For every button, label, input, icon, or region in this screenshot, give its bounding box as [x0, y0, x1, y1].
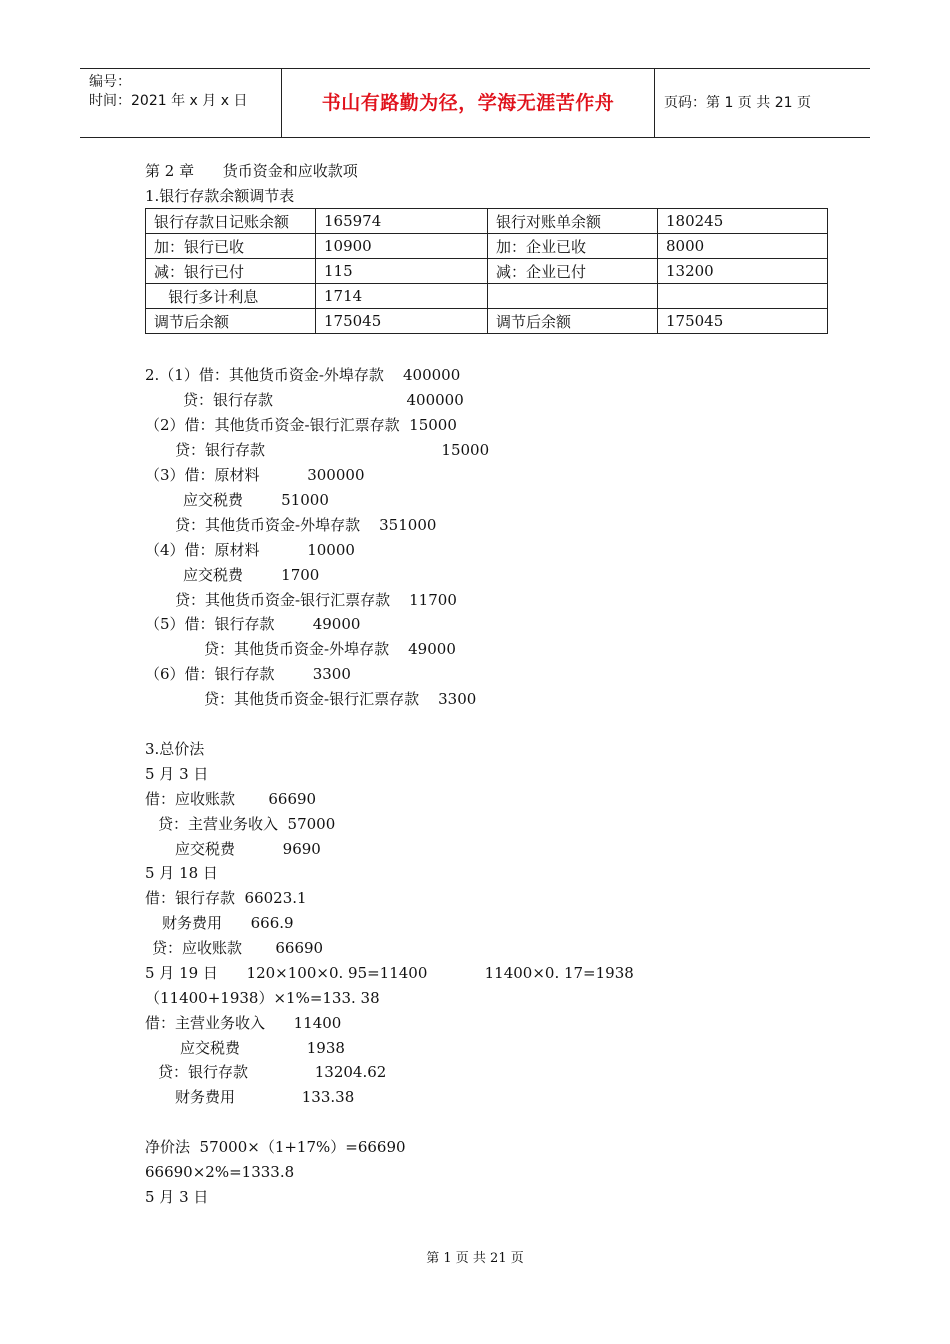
journal-line: 应交税费 9690	[175, 840, 321, 858]
journal-line: 贷：应收账款 66690	[152, 939, 324, 957]
journal-line: 2.（1）借：其他货币资金-外埠存款 400000	[145, 366, 461, 384]
journal-line: 贷：其他货币资金-银行汇票存款 11700	[175, 591, 457, 609]
journal-line: 贷：银行存款 15000	[175, 441, 490, 459]
table-cell: 8000	[658, 234, 828, 259]
section-title: 1.银行存款余额调节表	[145, 187, 295, 205]
journal-line: 借：主营业务收入 11400	[145, 1014, 342, 1032]
table-cell	[658, 284, 828, 309]
table-cell: 115	[316, 259, 488, 284]
journal-line: （2）借：其他货币资金-银行汇票存款 15000	[145, 416, 457, 434]
table-cell: 165974	[316, 209, 488, 234]
journal-line: 借：银行存款 66023.1	[145, 889, 307, 907]
calculation-line: 5 月 19 日 120×100×0. 95=11400 11400×0. 17=1938	[145, 964, 634, 982]
journal-line: （5）借：银行存款 49000	[145, 615, 361, 633]
table-cell: 180245	[658, 209, 828, 234]
section-title: 3.总价法	[145, 740, 205, 758]
journal-line: 借：应收账款 66690	[145, 790, 317, 808]
header-motto: 书山有路勤为径，学海无涯苦作舟	[321, 92, 615, 114]
table-row	[146, 259, 828, 284]
page-header	[80, 68, 870, 138]
journal-line: 贷：其他货币资金-外埠存款 351000	[175, 516, 437, 534]
table-cell: 调节后余额	[488, 309, 658, 334]
calculation-line: （11400+1938）×1%=133. 38	[145, 989, 380, 1007]
journal-line: 应交税费 1700	[183, 566, 320, 584]
table-cell: 加：企业已收	[488, 234, 658, 259]
table-cell: 13200	[658, 259, 828, 284]
table-cell: 减：银行已付	[146, 259, 316, 284]
table-cell: 175045	[316, 309, 488, 334]
table-cell: 1714	[316, 284, 488, 309]
table-cell: 银行多计利息	[146, 284, 316, 309]
journal-date: 5 月 3 日	[145, 1188, 209, 1206]
table-cell: 175045	[658, 309, 828, 334]
journal-line: 贷：其他货币资金-银行汇票存款 3300	[204, 690, 477, 708]
calculation-line: 66690×2%=1333.8	[145, 1163, 295, 1181]
table-row	[146, 284, 828, 309]
table-cell: 银行存款日记账余额	[146, 209, 316, 234]
table-cell: 银行对账单余额	[488, 209, 658, 234]
journal-line: 贷：主营业务收入 57000	[158, 815, 336, 833]
table-row	[146, 309, 828, 334]
journal-date: 5 月 18 日	[145, 864, 218, 882]
journal-line: 财务费用 133.38	[175, 1088, 355, 1106]
journal-line: （4）借：原材料 10000	[145, 541, 355, 559]
journal-line: （6）借：银行存款 3300	[145, 665, 351, 683]
table-row	[146, 234, 828, 259]
reconciliation-table	[145, 208, 828, 334]
journal-line: 贷：其他货币资金-外埠存款 49000	[204, 640, 456, 658]
journal-line: 应交税费 51000	[183, 491, 329, 509]
header-meta	[89, 73, 247, 111]
table-cell: 调节后余额	[146, 309, 316, 334]
journal-date: 5 月 3 日	[145, 765, 209, 783]
table-cell: 减：企业已付	[488, 259, 658, 284]
header-date-label: 时间：2021 年 x 月 x 日	[89, 93, 248, 109]
header-number-label: 编号：	[89, 74, 131, 90]
journal-line: （3）借：原材料 300000	[145, 466, 365, 484]
journal-line: 贷：银行存款 400000	[183, 391, 464, 409]
calculation-line: 净价法 57000×（1+17%）=66690	[145, 1138, 406, 1156]
header-page-label: 页码：第 1 页 共 21 页	[664, 95, 811, 111]
table-cell	[488, 284, 658, 309]
table-row	[146, 209, 828, 234]
chapter-title: 第 2 章 货币资金和应收款项	[145, 162, 358, 180]
table-cell: 加：银行已收	[146, 234, 316, 259]
journal-line: 贷：银行存款 13204.62	[158, 1063, 387, 1081]
table-cell: 10900	[316, 234, 488, 259]
header-divider	[654, 69, 655, 137]
page-footer: 第 1 页 共 21 页	[426, 1251, 524, 1266]
journal-line: 财务费用 666.9	[162, 914, 294, 932]
journal-line: 应交税费 1938	[180, 1039, 345, 1057]
